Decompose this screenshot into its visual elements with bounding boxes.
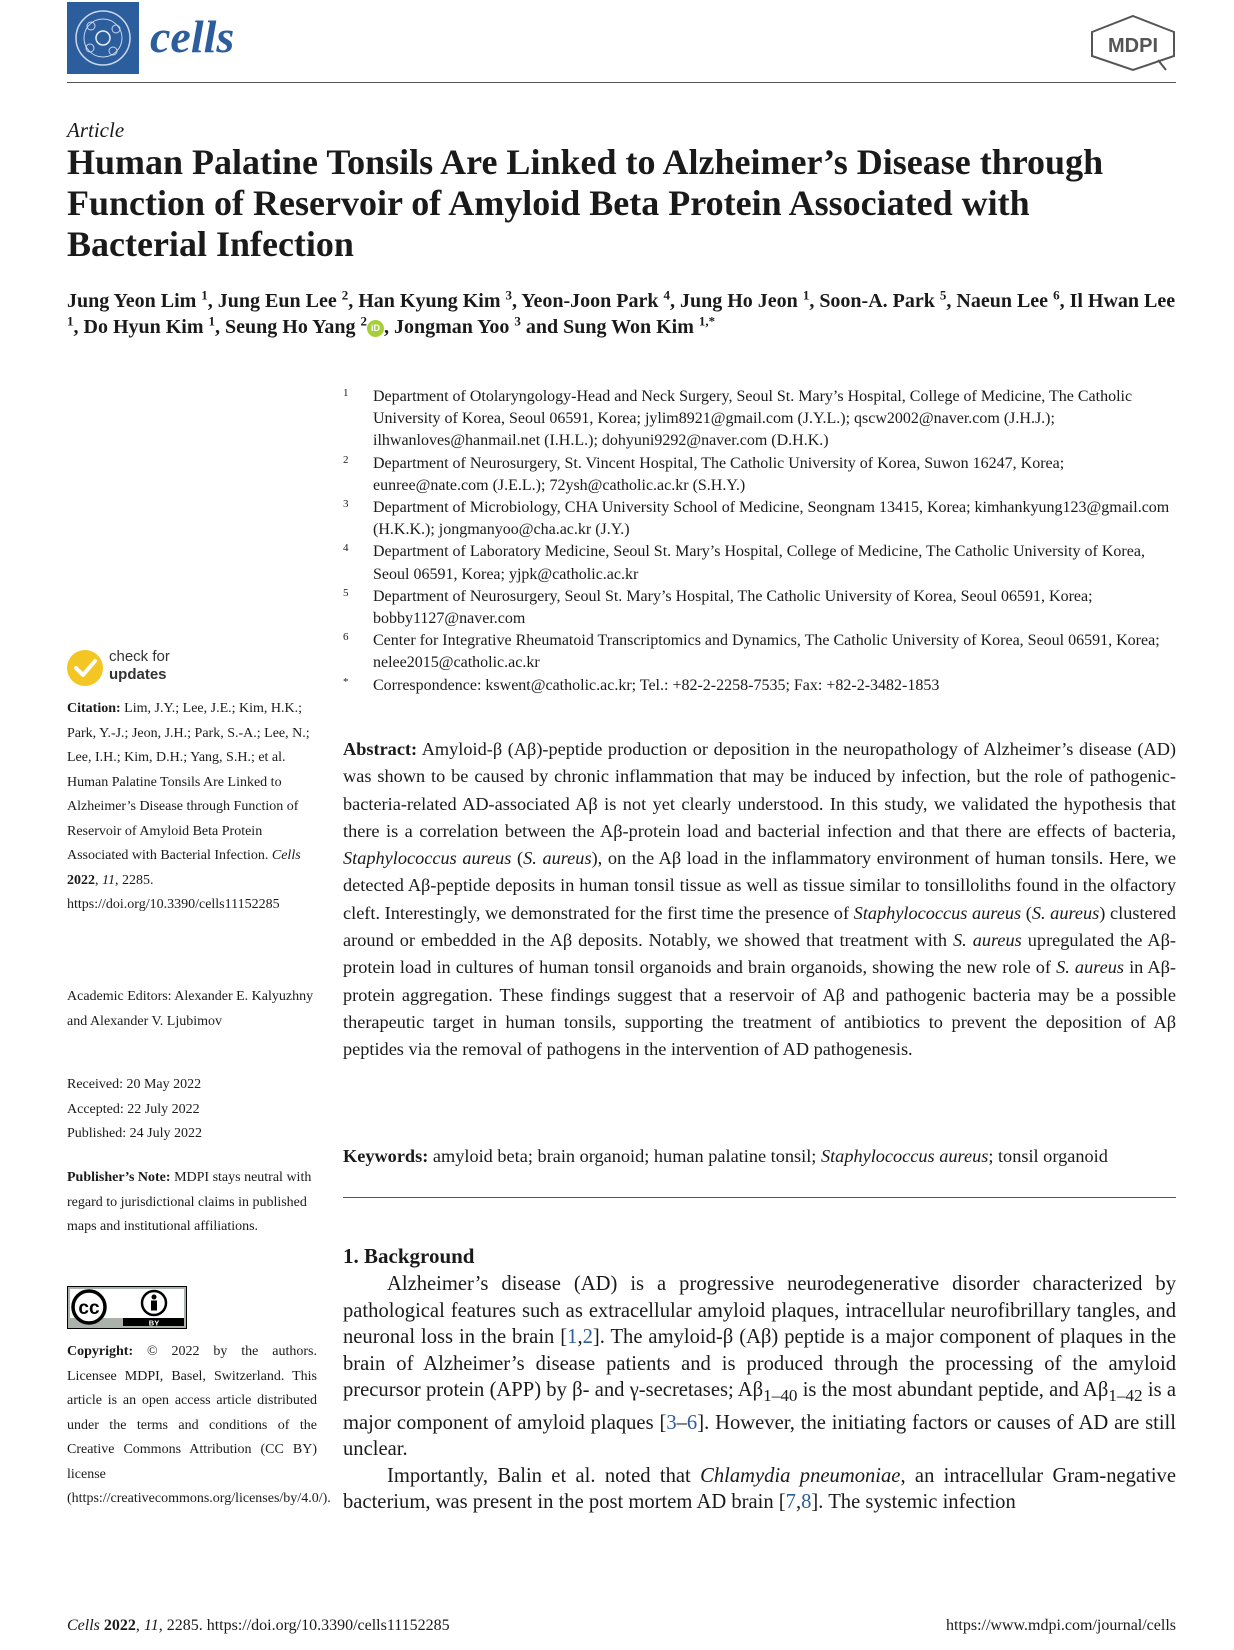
section-heading: 1. Background xyxy=(343,1244,475,1268)
author-affiliation-marker: 1 xyxy=(67,313,74,329)
author-name[interactable]: Il Hwan Lee $^1$ xyxy=(67,290,1176,329)
body-paragraph xyxy=(343,1271,1176,1463)
footer-volume: 11 xyxy=(143,1617,159,1634)
author-name[interactable]: Jung Ho Jeon $^1$ xyxy=(680,287,810,312)
author-affiliation-marker: 2 xyxy=(360,313,367,329)
affiliation-text: Correspondence: kswent@catholic.ac.kr; Tel.: +82-2-2258-7535; Fax: +82-2-3482-1853 xyxy=(373,676,940,694)
affiliation-number: * xyxy=(343,675,349,688)
affiliation-text: Department of Laboratory Medicine, Seoul St. Mary’s Hospital, College of Medicine, The Catholic University of Korea, Seoul 06591, Korea; yjpk@catholic.ac.kr xyxy=(373,543,1145,583)
affiliation-text: Department of Otolaryngology-Head and Neck Surgery, Seoul St. Mary’s Hospital, College of Medicine, The Catholic University of Korea, Seoul 06591, Korea; jylim8921@gmail.com (J.Y.L.); qscw2002@naver.com (J.H.J.); ilhwanloves@hanmail.net (I.H.L.); dohyuni9292@naver.com (D.H.K.) xyxy=(373,388,1133,450)
affiliation-text: Center for Integrative Rheumatoid Transcriptomics and Dynamics, The Catholic University of Korea, Seoul 06591, Korea; nelee2015@catholic.ac.kr xyxy=(373,632,1160,672)
check-updates-line2: updates xyxy=(109,666,167,683)
copyright-label: Copyright: xyxy=(67,1344,134,1359)
reference-link[interactable]: 6 xyxy=(686,1411,698,1434)
citation-label: Citation: xyxy=(67,701,121,716)
text-run: amyloid beta; brain organoid; human palatine tonsil; xyxy=(432,1146,821,1166)
author-name[interactable]: Jung Yeon Lim $^1$ xyxy=(67,287,208,312)
affiliation-item xyxy=(343,386,1183,453)
accepted-date: Accepted: 22 July 2022 xyxy=(67,1101,200,1117)
abstract-text xyxy=(343,739,1176,1059)
italic-term: Chlamydia pneumoniae xyxy=(700,1464,901,1487)
text-run: , xyxy=(795,1491,802,1514)
italic-term: S. aureus xyxy=(523,848,592,869)
author-name[interactable]: Yeon-Joon Park $^4$ xyxy=(521,287,670,312)
affiliation-number: 5 xyxy=(343,586,349,599)
text-run: ]. The systemic infection xyxy=(811,1491,1016,1514)
keywords-label: Keywords: xyxy=(343,1146,429,1166)
orcid-icon[interactable]: iD xyxy=(367,320,384,337)
italic-term: Staphylococcus aureus xyxy=(343,848,512,869)
text-run: upregulated the Aβ-protein load in cultures of human tonsil organoids and brain organoids, showing the new role of xyxy=(343,930,1176,978)
footer-year: 2022 xyxy=(103,1617,136,1634)
citation: Citation: Lim, J.Y.; Lee, J.E.; Kim, H.K.; Park, Y.-J.; Jeon, J.H.; Park, S.-A.; Lee, N.; Lee, I.H.; Kim, D.H.; Yang, S.H.; et al. Human Palatine Tonsils Are Linked to Alzheimer’s Disease through Function of Reservoir of Amyloid Beta Protein Associated with Bacterial Infection. Cells 2022, 11, 2285. https://doi.org/10.3390/cells11152285 xyxy=(67,701,310,912)
text-run: ), on the Aβ load in the inflammatory environment of human tonsils. Here, we detected Aβ-peptide deposits in human tonsil tissue as well as tissue similar to tonsilloliths found in the olfactory cleft. Interestingly, we demonstrated for the first time the presence of xyxy=(343,848,1176,923)
cc-by-license-icon[interactable] xyxy=(67,1286,187,1329)
article-type: Article xyxy=(67,118,125,142)
reference-link[interactable]: 8 xyxy=(801,1491,812,1514)
affiliation-text: Department of Neurosurgery, St. Vincent Hospital, The Catholic University of Korea, Suwon 16247, Korea; eunree@nate.com (J.E.L.); 72ysh@catholic.ac.kr (S.H.Y.) xyxy=(373,454,1065,494)
author-affiliation-marker: 6 xyxy=(1053,287,1060,303)
check-icon xyxy=(67,650,103,686)
citation-journal: Cells xyxy=(271,848,301,863)
affiliation-item xyxy=(343,541,1183,585)
publisher-note xyxy=(67,1166,317,1240)
author-name[interactable]: Do Hyun Kim $^1$ xyxy=(83,313,216,338)
abstract-label: Abstract: xyxy=(343,739,418,759)
affiliation-text: Department of Microbiology, CHA University School of Medicine, Seongnam 13415, Korea; kimhankyung123@gmail.com (H.K.K.); jongmanyoo@cha.ac.kr (J.Y.) xyxy=(373,499,1170,539)
author-name[interactable]: Jung Eun Lee $^2$ xyxy=(217,287,349,312)
journal-name[interactable]: cells xyxy=(150,11,235,62)
text-run: ]. However, the initiating factors or causes of AD are still unclear. xyxy=(343,1411,1177,1461)
author-affiliation-marker: 3 xyxy=(514,313,521,329)
text-run: is a major component of amyloid plaques [ xyxy=(343,1379,1176,1434)
subscript: 1–42 xyxy=(1108,1386,1143,1406)
citation-year: 2022 xyxy=(67,872,95,888)
copyright-notice xyxy=(67,1340,331,1512)
text-run: ]. The amyloid-β (Aβ) peptide is a major component of plaques in the brain of Alzheimer’s disease patients and is produced through the processing of the amyloid precursor protein (APP) by β- and γ-secretases; Aβ xyxy=(343,1326,1177,1401)
affiliation-number: 1 xyxy=(343,387,349,399)
text-run: Amyloid-β (Aβ)-peptide production or deposition in the neuropathology of Alzheimer’s disease (AD) was shown to be caused by chronic inflammation that may be induced by infection, but the role of pathogenic-bacteria-related AD-associated Aβ is not yet clearly understood. In this study, we validated the hypothesis that there is a correlation between the Aβ-protein load and bacterial infection and that there are effects of bacteria, xyxy=(343,739,1176,841)
reference-link[interactable]: 3 xyxy=(666,1411,677,1434)
text-run: Alzheimer’s disease (AD) is a progressive neurodegenerative disorder characterized by pathological features such as extracellular amyloid plaques, intracellular neurofibrillary tangles, and neuronal loss in the brain [ xyxy=(343,1273,1176,1348)
citation-volume: 11 xyxy=(102,872,115,888)
text-run: Importantly, Balin et al. noted that xyxy=(387,1464,701,1487)
publisher-note-text: MDPI stays neutral with regard to jurisdictional claims in published maps and institutional affiliations. xyxy=(67,1170,312,1234)
affiliation-item xyxy=(343,675,1183,697)
published-date: Published: 24 July 2022 xyxy=(67,1126,202,1141)
affiliation-item xyxy=(343,630,1183,674)
mdpi-logo-text: MDPI xyxy=(1108,35,1158,57)
italic-term: S. aureus xyxy=(1056,957,1124,978)
footer-citation: Cells 2022, 11, 2285. https://doi.org/10.3390/cells11152285 xyxy=(67,1617,450,1634)
footer-doi[interactable]: , 2285. https://doi.org/10.3390/cells11152285 xyxy=(158,1617,450,1634)
affiliation-item xyxy=(343,453,1183,497)
author-name[interactable]: Seung Ho Yang $^2$ iD xyxy=(225,316,384,338)
italic-term: Staphylococcus aureus xyxy=(853,902,1022,923)
subscript: 1–40 xyxy=(763,1386,798,1406)
affiliation-number: 3 xyxy=(343,498,349,511)
author-affiliation-marker: 1,* xyxy=(698,313,716,329)
text-run: ( xyxy=(511,848,524,869)
text-run: is the most abundant peptide, and Aβ xyxy=(797,1379,1109,1401)
article-dates xyxy=(67,1073,317,1147)
affiliation-list xyxy=(343,386,1183,697)
italic-term: Staphylococcus aureus xyxy=(820,1146,989,1166)
affiliation-number: 2 xyxy=(343,453,349,466)
author-name[interactable]: Sung Won Kim $^{1,*}$ xyxy=(563,313,716,338)
author-affiliation-marker: 2 xyxy=(341,287,349,303)
author-name[interactable]: Han Kyung Kim $^3$ xyxy=(358,287,512,312)
italic-term: S. aureus xyxy=(1031,902,1100,923)
author-affiliation-marker: 1 xyxy=(802,287,810,303)
footer-journal: Cells xyxy=(67,1617,100,1634)
check-for-updates-badge[interactable] xyxy=(67,648,247,692)
affiliation-number: 4 xyxy=(343,542,349,555)
by-text: BY xyxy=(148,1318,160,1328)
author-name[interactable]: Soon-A. Park $^5$ xyxy=(819,287,947,312)
body-paragraph xyxy=(343,1463,1176,1516)
body-text xyxy=(343,1271,1176,1516)
header-divider xyxy=(67,82,1176,83)
text-run: ( xyxy=(1021,902,1032,923)
affiliation-item xyxy=(343,586,1183,630)
academic-editors: Academic Editors: Alexander E. Kalyuzhny and Alexander V. Ljubimov xyxy=(67,989,314,1029)
author-name[interactable]: Jongman Yoo $^3$ xyxy=(393,313,521,338)
author-name[interactable]: Naeun Lee $^6$ xyxy=(956,287,1060,312)
footer-journal-url[interactable]: https://www.mdpi.com/journal/cells xyxy=(945,1617,1176,1634)
author-affiliation-marker: 1 xyxy=(201,287,208,303)
received-date: Received: 20 May 2022 xyxy=(67,1077,202,1092)
journal-logo[interactable] xyxy=(67,2,139,74)
italic-term: S. aureus xyxy=(953,930,1022,951)
author-affiliation-marker: 5 xyxy=(939,287,947,303)
reference-link[interactable]: 1 xyxy=(567,1326,578,1348)
section-divider xyxy=(343,1197,1176,1198)
cc-text: cc xyxy=(78,1298,100,1319)
copyright-text: © 2022 by the authors. Licensee MDPI, Basel, Switzerland. This article is an open access article distributed under the terms and conditions of the Creative Commons Attribution (CC BY) license (https://creativecommons.org/licenses/by/4.0/). xyxy=(67,1344,331,1506)
publisher-note-label: Publisher’s Note: xyxy=(67,1170,171,1185)
text-run: in Aβ-protein aggregation. These findings suggest that a reservoir of Aβ and pathogenic bacteria may be a possible therapeutic target in human tonsils, supporting the treatment of antibiotics to prevent the deposition of Aβ peptides via the removal of pathogens in the intervention of AD pathogenesis. xyxy=(343,957,1176,1060)
affiliation-text: Department of Neurosurgery, Seoul St. Mary’s Hospital, The Catholic University of Korea, Seoul 06591, Korea; bobby1127@naver.com xyxy=(373,587,1093,628)
text-run: , an intracellular Gram-negative bacterium, was present in the post mortem AD brain [ xyxy=(343,1464,1176,1514)
citation-doi[interactable]: , 2285. https://doi.org/10.3390/cells11152285 xyxy=(67,872,280,912)
text-run: – xyxy=(676,1411,687,1434)
keywords xyxy=(343,1143,1176,1170)
article-title: Human Palatine Tonsils Are Linked to Alzheimer’s Disease through Function of Reservoir of Amyloid Beta Protein Associated with Bacterial Infection xyxy=(67,142,1104,264)
affiliation-number: 6 xyxy=(343,631,349,644)
text-run: ; tonsil organoid xyxy=(988,1146,1108,1166)
author-affiliation-marker: 3 xyxy=(505,287,512,303)
text-run: , xyxy=(577,1326,583,1348)
mdpi-logo[interactable] xyxy=(1088,14,1178,72)
keywords-text xyxy=(433,1146,1108,1166)
citation-text: Lim, J.Y.; Lee, J.E.; Kim, H.K.; Park, Y.-J.; Jeon, J.H.; Park, S.-A.; Lee, N.; Lee, I.H.; Kim, D.H.; Yang, S.H.; et al. Human Palatine Tonsils Are Linked to Alzheimer’s Disease through Function of Reservoir of Amyloid Beta Protein Associated with Bacterial Infection. xyxy=(67,701,310,863)
author-affiliation-marker: 1 xyxy=(208,313,216,329)
text-run: ) clustered around or embedded in the Aβ deposits. Notably, we showed that treatment with xyxy=(343,902,1176,951)
affiliation-item xyxy=(343,497,1183,541)
author-affiliation-marker: 4 xyxy=(663,287,670,303)
reference-link[interactable]: 7 xyxy=(785,1491,796,1514)
abstract xyxy=(343,736,1176,1064)
author-list: Jung Yeon Lim $^1$, Jung Eun Lee $^2$, Han Kyung Kim $^3$, Yeon-Joon Park $^4$, Jung Ho Jeon $^1$, Soon-A. Park $^5$, Naeun Lee $^6$, Il Hwan Lee $^1$, Do Hyun Kim $^1$, Seung Ho Yang $^2$ iD , Jongman Yoo $^3$ and Sung Won Kim $^{1,*}$ xyxy=(67,287,1176,338)
reference-link[interactable]: 2 xyxy=(582,1326,593,1348)
check-updates-line1: check for xyxy=(109,648,170,665)
